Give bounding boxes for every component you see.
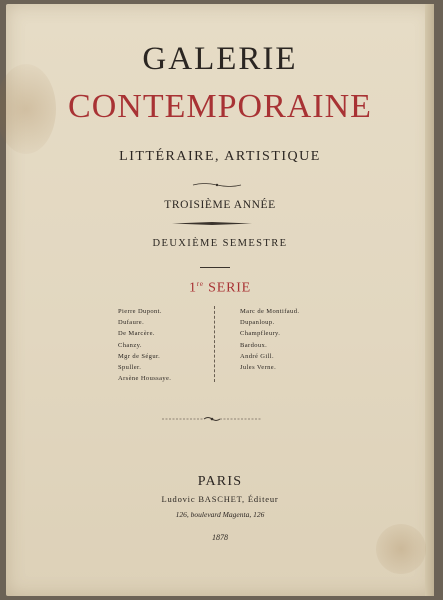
semester-label: DEUXIÈME SEMESTRE: [152, 238, 288, 249]
name-entry: André Gill.: [240, 352, 275, 360]
publisher-city: PARIS: [197, 474, 243, 489]
name-entry: Bardoux.: [240, 341, 268, 349]
name-entry: Dupanloup.: [240, 319, 275, 327]
title-contemporaine: CONTEMPORAINE: [68, 88, 372, 125]
name-entry: Pierre Dupont.: [118, 308, 162, 315]
name-entry: Dufaure.: [118, 319, 145, 327]
name-entry: Spuller.: [118, 364, 142, 372]
name-entry: Mgr de Ségur.: [118, 352, 161, 360]
name-entry: Jules Verne.: [240, 364, 277, 372]
names-left-column: [118, 306, 171, 384]
column-divider: [214, 306, 215, 382]
publisher-name: Ludovic BASCHET, Éditeur: [161, 494, 279, 504]
publisher-address: 126, boulevard Magenta, 126: [175, 510, 265, 519]
names-right-column: [240, 306, 299, 373]
name-entry: Chanzy.: [118, 341, 142, 349]
series-number: 1: [188, 280, 197, 296]
subtitle: LITTÉRAIRE, ARTISTIQUE: [119, 149, 321, 164]
name-entry: Arsène Houssaye.: [118, 375, 172, 383]
name-entry: Champfleury.: [240, 330, 281, 338]
series-heading: [6, 280, 434, 297]
ornament-dash: [200, 266, 230, 270]
title-page: [6, 4, 434, 596]
ornament-small: [192, 182, 242, 186]
publication-year: 1878: [212, 533, 228, 542]
ornament-rule: [172, 221, 252, 225]
name-entry: Marc de Montifaud.: [240, 308, 300, 315]
year-label: TROISIÈME ANNÉE: [164, 199, 276, 211]
paper-stain: [376, 524, 426, 574]
ornament-flourish: [162, 416, 262, 420]
series-ordinal: re: [196, 280, 204, 288]
series-label: SERIE: [208, 280, 252, 296]
name-entry: De Marcère.: [118, 330, 155, 338]
title-galerie: GALERIE: [142, 41, 298, 77]
